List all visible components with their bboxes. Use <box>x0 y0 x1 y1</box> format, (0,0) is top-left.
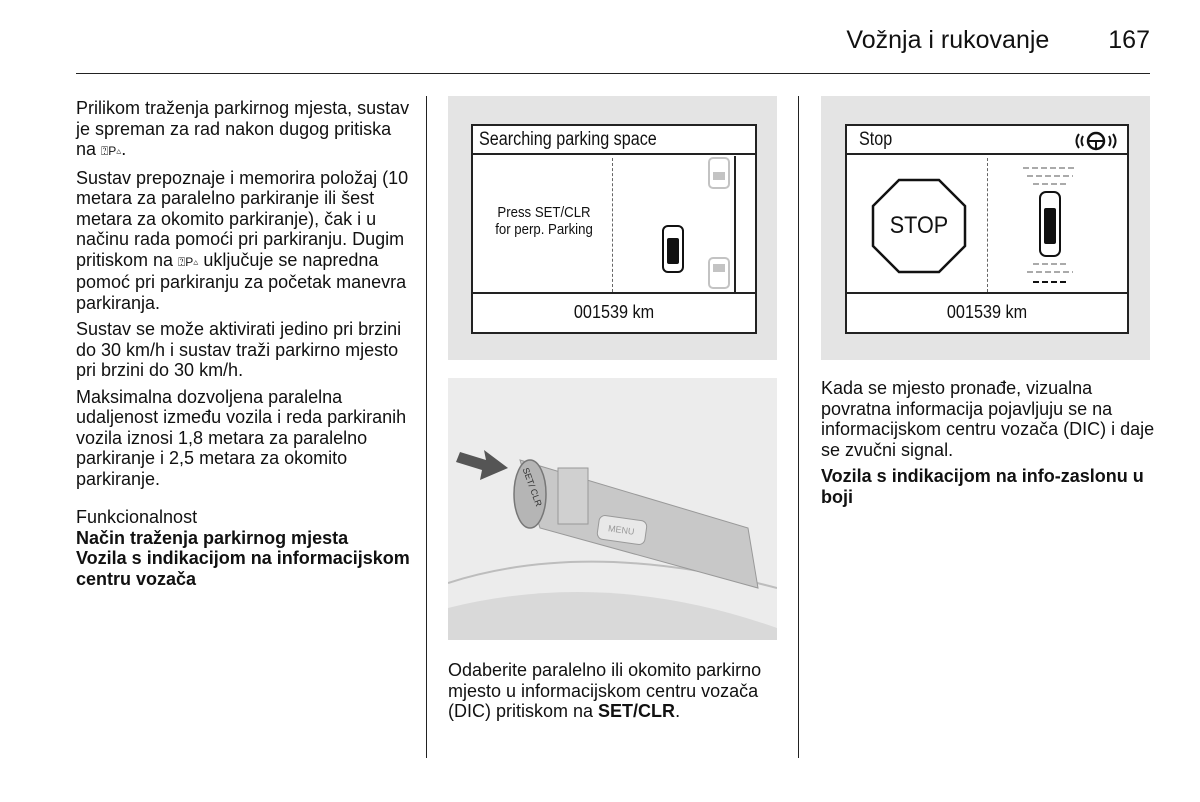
parking-graphic <box>653 156 753 296</box>
column-divider-1 <box>426 96 427 758</box>
parking-button-icon: ⍰P▵ <box>178 254 199 269</box>
paragraph-2: Sustav prepoznaje i memorira položaj (10 metara za paralelno parkiranje ili šest metara za okomito parkiranje), čak i u načinu rada pomoći pri parkiranju. Dugim pritiskom na ⍰P▵ uključuje se napredna pomoć pri parkiranju za početak manevra parkiranja. <box>76 167 409 313</box>
screen-bottom-divider <box>847 292 1127 294</box>
steering-wheel-warning-icon <box>1073 130 1119 152</box>
odometer-reading: 001539 km <box>946 302 1028 322</box>
screen-divider <box>612 158 613 292</box>
odometer-reading: 001539 km <box>573 302 655 322</box>
screen-title-divider <box>473 153 755 155</box>
stop-sign-text: STOP <box>889 212 949 239</box>
screen-instruction: Press SET/CLR for perp. Parking <box>495 204 593 238</box>
set-clr-label: SET/ CLR <box>520 466 544 508</box>
subsection-heading-right: Vozila s indikacijom na info-zaslonu u boji <box>821 466 1144 507</box>
vehicle-icon <box>1040 192 1060 256</box>
section-heading: Funkcionalnost <box>76 507 198 527</box>
screen-divider <box>987 158 988 292</box>
header-rule <box>76 73 1150 74</box>
turn-signal-stalk-illustration <box>448 378 777 640</box>
dic-screen-stop <box>845 124 1129 334</box>
right-column <box>821 378 1156 507</box>
left-column <box>76 98 411 589</box>
menu-label: MENU <box>607 523 636 537</box>
paragraph-4: Maksimalna dozvoljena paralelna udaljenost između vozila i reda parkiranih vozila iznosi 1,8 metara za paralelno parkiranje i 2,5 metara za okomito parkiranje. <box>76 386 407 489</box>
chapter-title: Vožnja i rukovanje <box>846 26 1050 54</box>
parked-car-top-icon <box>709 158 729 188</box>
stalk-drawing <box>448 378 777 640</box>
screen-title-divider <box>847 153 1127 155</box>
paragraph-1: Prilikom traženja parkirnog mjesta, sustav je spreman za rad nakon dugog pritiska na ⍰P▵. <box>76 98 410 159</box>
subsection-heading-2: Vozila s indikacijom na informacijskom centru vozača <box>76 548 410 589</box>
parked-car-bottom-icon <box>709 258 729 288</box>
set-clr-bold: SET/CLR <box>598 701 676 721</box>
screen-title: Searching parking space <box>479 129 657 150</box>
parking-button-icon: ⍰P▵ <box>101 144 122 158</box>
dic-screen-searching <box>471 124 757 334</box>
screen-title: Stop <box>859 129 893 150</box>
paragraph-right-1: Kada se mjesto pronađe, vizualna povratna informacija pojavljuju se na informacijskom centru vozača (DIC) i daje se zvučni signal. <box>821 378 1155 460</box>
middle-caption: Odaberite paralelno ili okomito parkirno mjesto u informacijskom centru vozača (DIC) pritiskom na SET/CLR. <box>448 660 762 721</box>
dic-screen-searching-panel <box>448 96 777 360</box>
subsection-heading: Način traženja parkirnog mjesta <box>76 527 349 548</box>
page-number: 167 <box>1108 26 1150 54</box>
paragraph-3: Sustav se može aktivirati jedino pri brzini do 30 km/h i sustav traži parkirno mjesto pri brzini do 30 km/h. <box>76 319 402 380</box>
screen-bottom-divider <box>473 292 755 294</box>
obstacle-distance-graphic <box>1017 164 1107 288</box>
column-divider-2 <box>798 96 799 758</box>
dic-screen-stop-panel <box>821 96 1150 360</box>
page-header <box>846 26 1150 55</box>
vehicle-icon <box>663 226 683 272</box>
